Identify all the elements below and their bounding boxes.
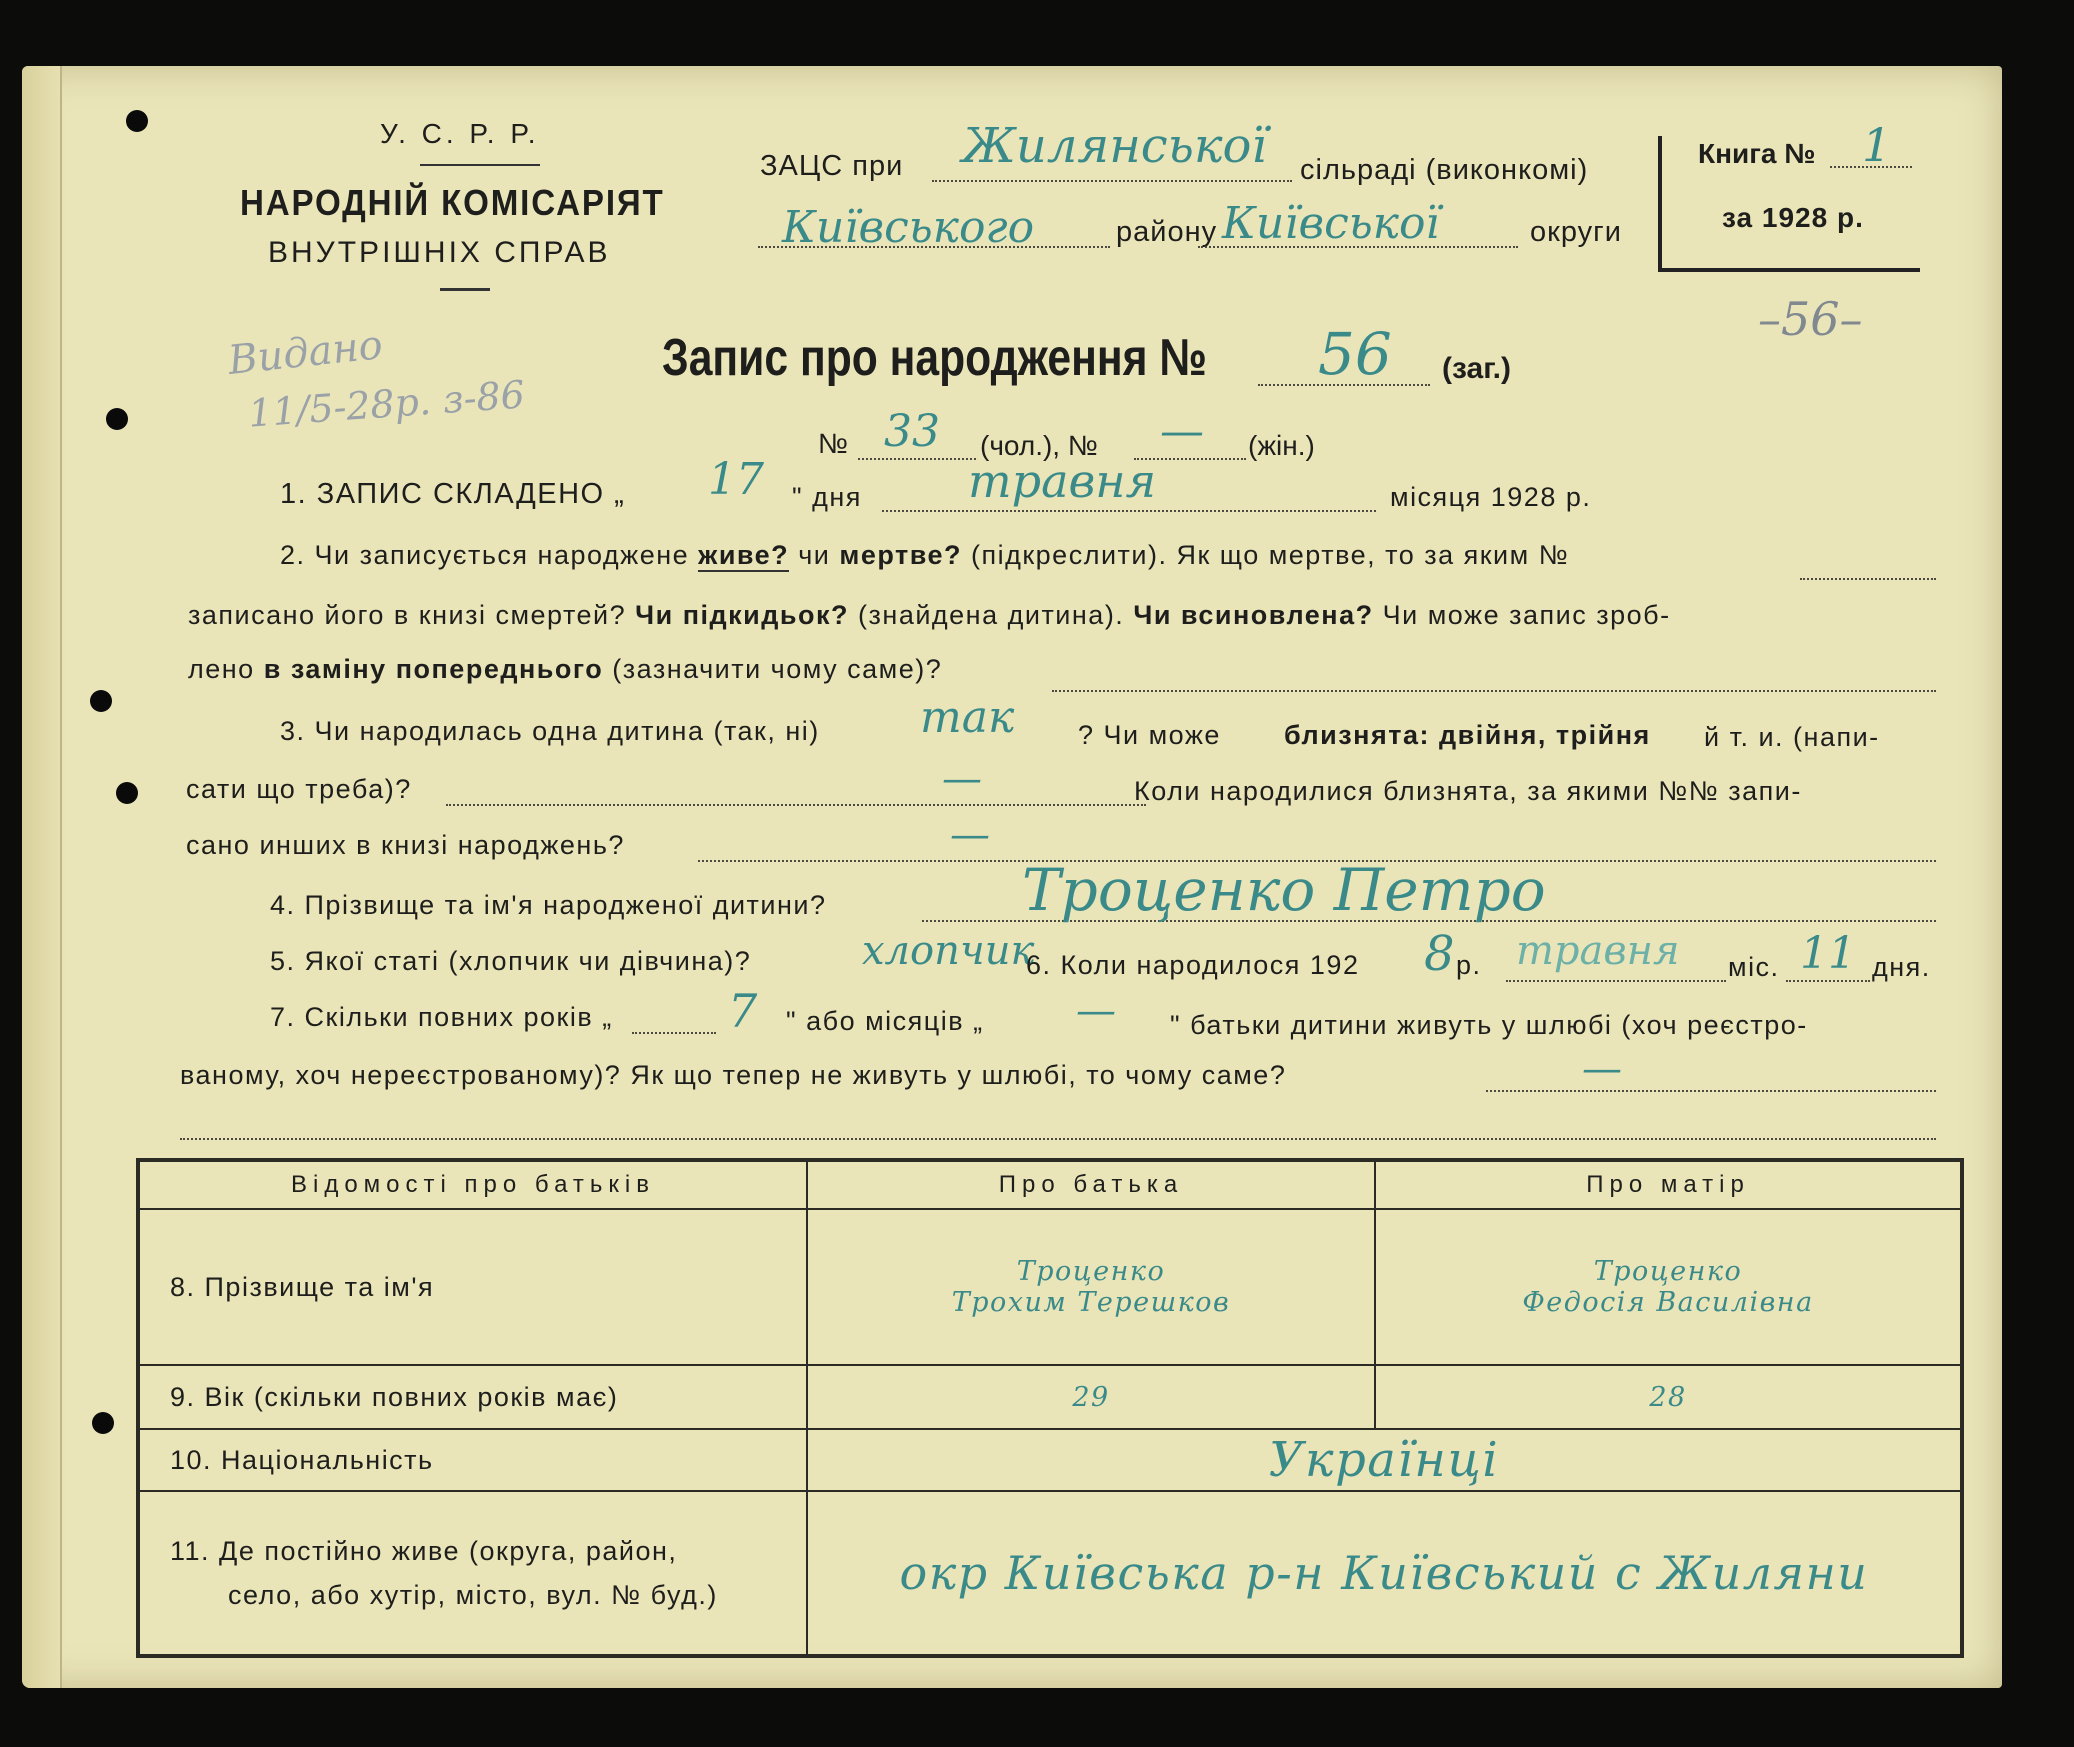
village-council-label: сільраді (виконкомі)	[1300, 154, 1589, 186]
mother-age: 28	[1375, 1365, 1962, 1429]
item2-dead: мертве?	[839, 540, 962, 570]
table-header-row	[138, 1160, 1962, 1209]
residence-label-line2: село, або хутір, місто, вул. № буд.)	[228, 1580, 718, 1610]
birth-month-label: міс.	[1728, 952, 1780, 982]
parents-table	[136, 1158, 1964, 1658]
item7-months-label: " або місяців „	[786, 1006, 984, 1036]
book-year: за 1928 р.	[1722, 202, 1864, 233]
item2-line3: лено	[188, 654, 255, 684]
female-number: —	[1160, 406, 1204, 457]
pencil-note-issued: Видано	[226, 322, 385, 384]
item3-line2-end: Коли народилися близнята, за якими №№ запи-	[1134, 776, 1802, 806]
item3-line1-end: й т. и. (напи-	[1704, 722, 1880, 752]
state-label: У. С. Р. Р.	[380, 118, 540, 149]
divider	[440, 288, 490, 291]
punch-hole	[126, 110, 148, 132]
father-age: 29	[807, 1365, 1375, 1429]
okruha-handwritten: Київської	[1222, 198, 1440, 249]
item2-line2-end: Чи може запис зроб-	[1382, 600, 1671, 630]
item2-adopted: Чи всиновлена?	[1133, 600, 1374, 630]
item6-label: 6. Коли народилося 192	[1026, 950, 1360, 980]
father-name-cell	[807, 1209, 1375, 1365]
book-box-left-border	[1658, 136, 1662, 270]
item5-label: 5. Якої статі (хлопчик чи дівчина)?	[270, 946, 752, 976]
residence-label-line1: 11. Де постійно живе (округа, район,	[170, 1536, 678, 1566]
birth-record-form	[22, 66, 2002, 1688]
mother-name-cell	[1375, 1209, 1962, 1365]
record-number-pencil: –56–	[1758, 292, 1863, 346]
commissariat-title: НАРОДНІЙ КОМІСАРІЯТ	[240, 182, 665, 223]
item1-month-label: місяця 1928 р.	[1390, 482, 1592, 512]
punch-hole	[90, 690, 112, 712]
birth-month: травня	[1516, 928, 1680, 974]
item2-line2: записано його в книзі смертей?	[188, 600, 627, 630]
item2-or: чи	[798, 540, 831, 570]
item1-day: 17	[708, 454, 764, 505]
item7-line2: ваному, хоч нереєстрованому)? Як що тепер не живуть у шлюбі, то чому саме?	[180, 1060, 1287, 1090]
punch-hole	[106, 408, 128, 430]
record-title: Запис про народження №	[662, 329, 1207, 387]
item3-twins-answer: —	[942, 756, 982, 802]
child-sex: хлопчик	[862, 928, 1035, 974]
item3-answer: так	[920, 692, 1015, 743]
item7-line1: 7. Скільки повних років „	[270, 1002, 613, 1032]
residence: окр Київська р-н Київський с Жиляни	[807, 1491, 1962, 1656]
father-surname: Троценко	[1016, 1256, 1166, 1287]
item4-label: 4. Прізвище та ім'я народженої дитини?	[270, 890, 827, 920]
item2-alive: живе?	[698, 540, 790, 570]
item1-label: 1. ЗАПИС СКЛАДЕНО „	[280, 478, 626, 510]
record-number: 56	[1318, 320, 1392, 388]
male-number: 33	[884, 406, 940, 457]
raion-handwritten: Київського	[782, 202, 1035, 253]
mother-given-name: Федосія Василівна	[1522, 1287, 1814, 1318]
birth-day: 11	[1800, 928, 1856, 979]
book-box-bottom-border	[1658, 268, 1920, 272]
header-mother: Про матір	[1375, 1160, 1962, 1209]
divider	[420, 164, 540, 166]
row-residence-label	[138, 1491, 807, 1656]
zacs-label: ЗАЦС при	[760, 150, 904, 182]
row-name-label: 8. Прізвище та ім'я	[138, 1209, 807, 1365]
row-age-label: 9. Вік (скільки повних років має)	[138, 1365, 807, 1429]
marriage-months: —	[1076, 988, 1116, 1034]
item3-twins: близнята: двійня, трійня	[1284, 720, 1651, 750]
commissariat-subtitle: ВНУТРІШНІХ СПРАВ	[268, 236, 611, 269]
item2-text: 2. Чи записується народжене	[280, 540, 690, 570]
book-number: 1	[1862, 118, 1892, 172]
item2-line3-end: (зазначити чому саме)?	[612, 654, 943, 684]
father-given-name: Трохим Терешков	[951, 1287, 1231, 1318]
female-label: (жін.)	[1248, 430, 1315, 461]
header-father: Про батька	[807, 1160, 1375, 1209]
table-row	[138, 1491, 1962, 1656]
item7-answer: —	[1582, 1046, 1622, 1092]
pencil-note-date: 11/5-28р. з-86	[246, 372, 527, 436]
item7-line1-end: " батьки дитини живуть у шлюбі (хоч реєстро-	[1170, 1010, 1808, 1040]
birth-year-digit: 8	[1424, 926, 1455, 982]
item2-foundling: Чи підкидьок?	[635, 600, 850, 630]
item2-found: (знайдена дитина).	[858, 600, 1125, 630]
item3-others-answer: —	[950, 812, 990, 858]
header-parents-info: Відомості про батьків	[138, 1160, 807, 1209]
item1-month: травня	[968, 454, 1157, 508]
table-row	[138, 1209, 1962, 1365]
row-nationality-label: 10. Національність	[138, 1429, 807, 1491]
nationality: Українці	[807, 1429, 1962, 1491]
mother-surname: Троценко	[1593, 1256, 1743, 1287]
item3-line2: сати що треба)?	[186, 774, 412, 804]
binding-edge	[22, 66, 62, 1688]
punch-hole	[116, 782, 138, 804]
child-name: Троценко Петро	[1022, 856, 1546, 924]
item3-line1: 3. Чи народилась одна дитина (так, ні)	[280, 716, 820, 746]
okruha-label: округи	[1530, 216, 1622, 248]
item2-replacement: в заміну попереднього	[263, 654, 604, 684]
male-label: (чол.), №	[980, 430, 1098, 461]
item1-day-label: " дня	[792, 482, 862, 512]
item2-text2: (підкреслити). Як що мертве, то за яким №	[970, 540, 1570, 570]
punch-hole	[92, 1412, 114, 1434]
table-row	[138, 1429, 1962, 1491]
birth-year-suffix: р.	[1456, 950, 1482, 980]
marriage-years: 7	[728, 984, 758, 1038]
item3-question: ? Чи може	[1078, 720, 1221, 750]
number-label: №	[818, 428, 849, 459]
birth-day-label: дня.	[1872, 952, 1931, 982]
table-row	[138, 1365, 1962, 1429]
raion-label: району	[1116, 216, 1218, 248]
item3-line3: сано инших в книзі народжень?	[186, 830, 625, 860]
book-label: Книга №	[1698, 138, 1816, 169]
record-title-suffix: (заг.)	[1442, 352, 1512, 385]
village-handwritten: Жилянської	[962, 118, 1267, 174]
